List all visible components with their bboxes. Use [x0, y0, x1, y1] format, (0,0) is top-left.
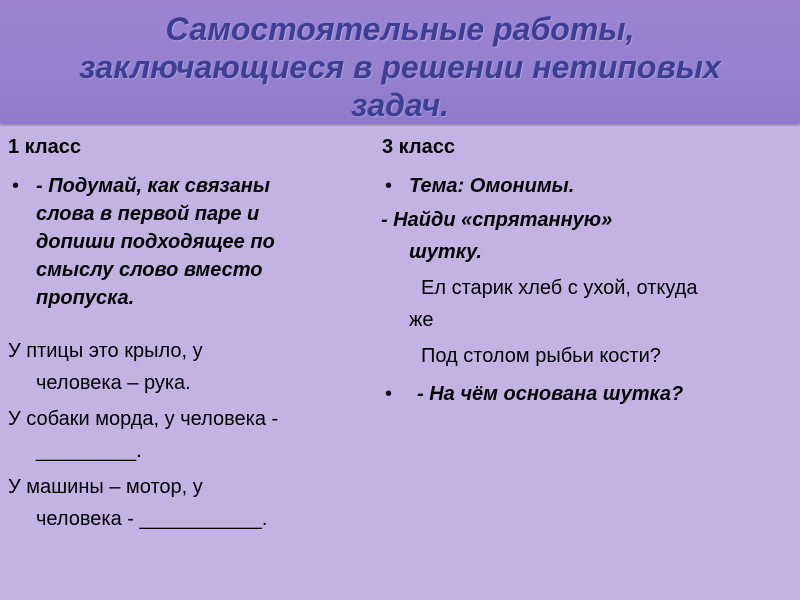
right-task-line-2: шутку.: [409, 241, 482, 263]
slide-header: [0, 0, 800, 124]
bullet-dot: •: [385, 175, 393, 197]
left-task-line: допиши подходящее по: [36, 231, 275, 253]
right-task-line-1: - Найди «спрятанную»: [381, 209, 613, 231]
left-task: [36, 172, 275, 312]
left-column: [0, 126, 373, 600]
right-question: - На чём основана шутка?: [417, 383, 684, 405]
right-column: [373, 126, 800, 600]
poem-line-1-cont: же: [409, 309, 434, 331]
right-topic: Тема: Омонимы.: [409, 175, 575, 197]
title-line-3: задач.: [350, 87, 450, 123]
right-heading: 3 класс: [382, 136, 456, 158]
left-task-line: пропуска.: [36, 287, 135, 309]
left-task-line: - Подумай, как связаны: [36, 175, 270, 197]
bullet-dot: •: [12, 175, 20, 197]
example-2-line-1: У собаки морда, у человека -: [8, 408, 279, 430]
bullet-dot: •: [385, 383, 393, 405]
example-2-line-2: _________.: [36, 440, 142, 462]
poem-line-2: Под столом рыбьи кости?: [421, 345, 661, 367]
title-line-2: заключающиеся в решении нетиповых: [79, 49, 721, 85]
left-task-line: смыслу слово вместо: [36, 259, 263, 281]
slide-title: [0, 10, 800, 124]
poem-line-1: Ел старик хлеб с ухой, откуда: [421, 277, 698, 299]
example-1-line-1: У птицы это крыло, у: [8, 340, 203, 362]
example-1-line-2: человека – рука.: [36, 372, 191, 394]
example-3-line-2: человека - ___________.: [36, 508, 268, 530]
example-3-line-1: У машины – мотор, у: [8, 476, 203, 498]
left-task-line: слова в первой паре и: [36, 203, 260, 225]
left-heading: 1 класс: [8, 136, 82, 158]
title-line-1: Самостоятельные работы,: [165, 11, 635, 47]
